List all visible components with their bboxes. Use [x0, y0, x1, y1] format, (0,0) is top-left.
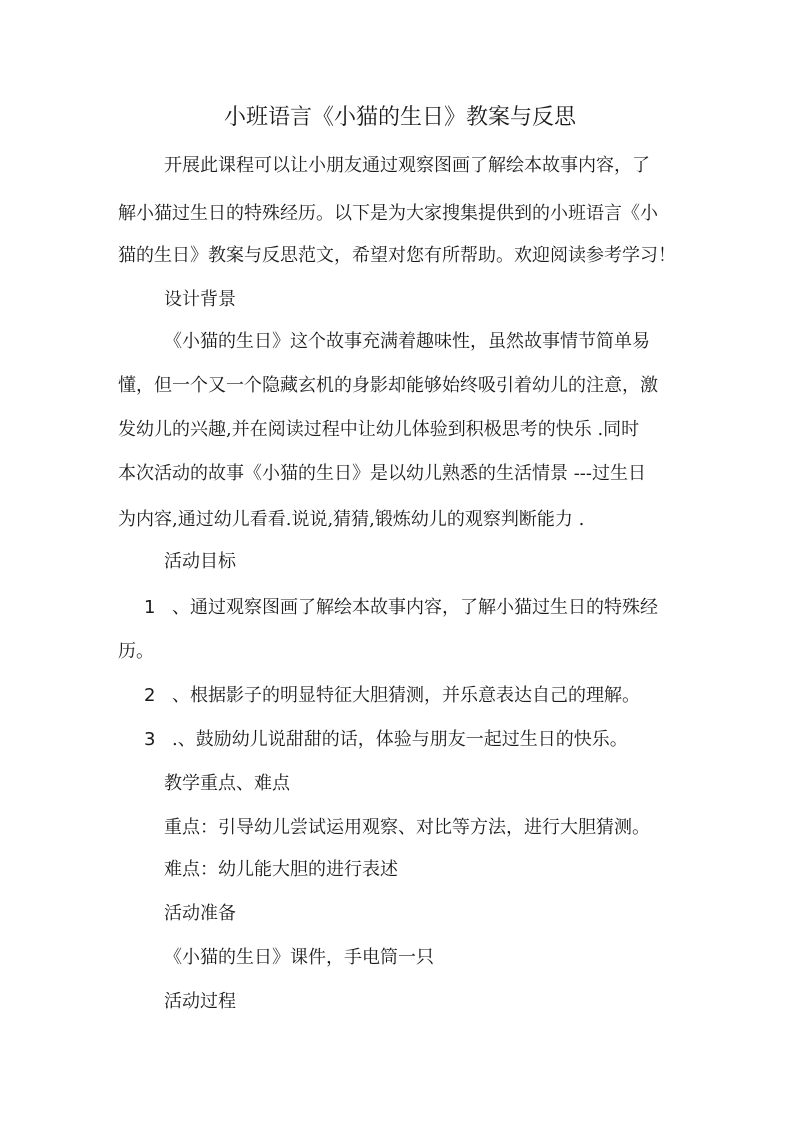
background-line-3: 发幼儿的兴趣,并在阅读过程中让幼儿体验到积极思考的快乐 .同时 — [118, 419, 640, 440]
section-heading-preparation: 活动准备 — [164, 903, 236, 924]
background-line-2: 懂，但一个又一个隐藏玄机的身影却能够始终吸引着幼儿的注意，激 — [118, 375, 658, 396]
background-line-1: 《小猫的生日》这个故事充满着趣味性，虽然故事情节简单易 — [164, 331, 650, 352]
difficulty-line: 难点：幼儿能大胆的进行表述 — [164, 859, 398, 880]
section-heading-goals: 活动目标 — [164, 551, 236, 572]
section-heading-key-points: 教学重点、难点 — [164, 773, 290, 794]
goal-1-line-1: 、通过观察图画了解绘本故事内容，了解小猫过生日的特殊经 — [172, 597, 658, 618]
goal-3-line-1: .、鼓励幼儿说甜甜的话，体验与朋友一起过生日的快乐。 — [172, 729, 628, 750]
preparation-line: 《小猫的生日》课件，手电筒一只 — [164, 947, 434, 968]
intro-line-3: 猫的生日》教案与反思范文，希望对您有所帮助。欢迎阅读参考学习！ — [118, 245, 676, 266]
goal-3-number: 3 — [144, 729, 156, 750]
section-heading-design-background: 设计背景 — [164, 289, 236, 310]
goal-1-number: 1 — [144, 597, 156, 618]
background-line-5: 为内容,通过幼儿看看.说说,猜猜,锻炼幼儿的观察判断能力 . — [118, 509, 585, 530]
intro-line-2: 解小猫过生日的特殊经历。以下是为大家搜集提供到的小班语言《小 — [118, 203, 658, 224]
background-line-4: 本次活动的故事《小猫的生日》是以幼儿熟悉的生活情景 ---过生日 — [118, 463, 646, 484]
goal-2-line-1: 、根据影子的明显特征大胆猜测，并乐意表达自己的理解。 — [172, 685, 640, 706]
goal-1-line-2: 历。 — [118, 641, 154, 662]
key-point-line: 重点：引导幼儿尝试运用观察、对比等方法，进行大胆猜测。 — [164, 817, 650, 838]
intro-line-1: 开展此课程可以让小朋友通过观察图画了解绘本故事内容，了 — [164, 155, 650, 176]
section-heading-process: 活动过程 — [164, 991, 236, 1012]
document-title: 小班语言《小猫的生日》教案与反思 — [223, 105, 576, 130]
goal-2-number: 2 — [144, 685, 156, 706]
